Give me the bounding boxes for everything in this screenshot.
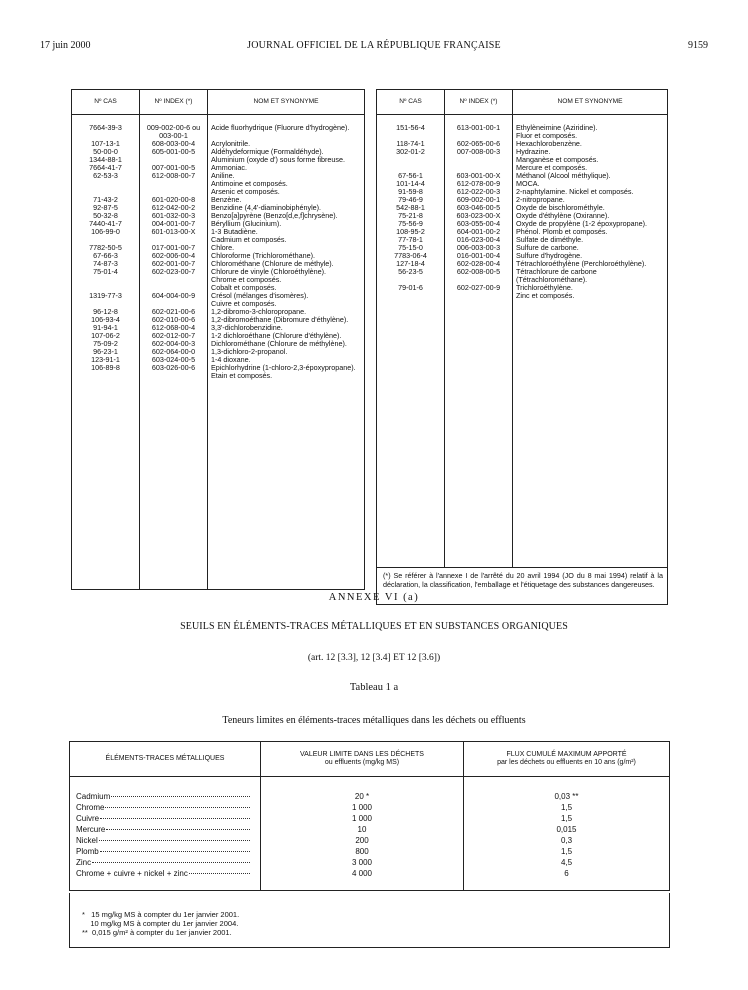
- cas-number: [72, 372, 140, 380]
- column-header-name: NOM ET SYNONYME: [513, 90, 668, 115]
- column-header-element: [70, 742, 261, 777]
- flux-value: 0,3: [560, 836, 573, 845]
- flux-value: 0,015: [556, 825, 577, 834]
- footnote-line: ** 0,015 g/m² à compter du 1er janvier 2001.: [82, 927, 232, 937]
- index-number: 612-022-00-3: [445, 188, 513, 196]
- cas-number: 67-66-3: [72, 252, 140, 260]
- column-header-limit-line2: ou effluents (mg/kg MS): [324, 759, 400, 766]
- element-cell: [70, 777, 261, 803]
- index-number: 602-065-00-6: [445, 140, 513, 148]
- column-header-flux-line2: par les déchets ou effluents en 10 ans (g/m²): [497, 759, 636, 766]
- substance-name: Chrome et composés.: [211, 275, 282, 284]
- index-number: 016-001-00-4: [445, 252, 513, 260]
- index-number: 602-004-00-3: [140, 340, 208, 348]
- column-header-flux-line1: FLUX CUMULÉ MAXIMUM APPORTÉ: [506, 751, 627, 758]
- substance-name: 1,2-dibromo-3-chloropropane.: [211, 307, 307, 316]
- cas-number: 106-99-0: [72, 228, 140, 236]
- annex-articles: (art. 12 [3.3], 12 [3.4] ET 12 [3.6]): [307, 653, 441, 663]
- cas-number: 91-59-8: [377, 188, 445, 196]
- index-number: 602-010-00-6: [140, 316, 208, 324]
- element-name: Chrome: [76, 803, 105, 812]
- cas-number: 75-56-9: [377, 220, 445, 228]
- index-number: 612-008-00-7: [140, 172, 208, 180]
- substance-name: Fluor et composés.: [516, 131, 578, 140]
- table-row: [70, 846, 670, 857]
- substance-name: Oxyde de bischlorométhyle.: [516, 203, 605, 212]
- index-number: [445, 156, 513, 164]
- cas-number: 75-09-2: [72, 340, 140, 348]
- index-number: 608-003-00-4: [140, 140, 208, 148]
- header-date: 17 juin 2000: [40, 40, 91, 51]
- journal-title: JOURNAL OFFICIEL DE LA RÉPUBLIQUE FRANÇAISE: [247, 40, 501, 51]
- index-number: 009-002-00-6 ou 003-00-1: [140, 115, 208, 141]
- index-number: 007-008-00-3: [445, 148, 513, 156]
- column-header-index: Nº INDEX (*): [140, 90, 208, 115]
- index-number: 016-023-00-4: [445, 236, 513, 244]
- substance-name: Acide fluorhydrique (Fluorure d'hydrogène).: [211, 123, 350, 132]
- index-number: 007-001-00-5: [140, 164, 208, 172]
- index-number: 612-068-00-4: [140, 324, 208, 332]
- element-cell: [70, 857, 261, 868]
- cas-number: 107-13-1: [72, 140, 140, 148]
- substance-name: Aniline.: [211, 171, 235, 180]
- substance-name: Chlore.: [211, 243, 235, 252]
- substance-name: Phénol. Plomb et composés.: [516, 227, 608, 236]
- index-number: 612-042-00-2: [140, 204, 208, 212]
- limit-value: 1 000: [261, 813, 464, 824]
- cas-number: 67-56-1: [377, 172, 445, 180]
- substance-name: Arsenic et composés.: [211, 187, 280, 196]
- cas-number: 302-01-2: [377, 148, 445, 156]
- index-number: 602-064-00-0: [140, 348, 208, 356]
- index-number: 603-055-00-4: [445, 220, 513, 228]
- limit-value: 20 *: [261, 777, 464, 803]
- index-number: 602-001-00-7: [140, 260, 208, 268]
- substance-name: Hydrazine.: [516, 147, 551, 156]
- cas-number: 7783-06-4: [377, 252, 445, 260]
- cas-number: 108-95-2: [377, 228, 445, 236]
- annex-title: ANNEXE VI (a): [328, 592, 420, 603]
- index-footnote: (*) Se référer à l'annexe I de l'arrêté du 20 avril 1994 (JO du 8 mai 1994) relatif à la déclaration, la classification, l'emballage et l'étiquetage des substances dangereuses.: [376, 568, 668, 605]
- substance-name: Oxyde d'éthylène (Oxiranne).: [516, 211, 610, 220]
- index-number: [445, 292, 513, 300]
- substance-name: 1,3-dichloro-2-propanol.: [211, 347, 288, 356]
- index-number: 602-028-00-4: [445, 260, 513, 268]
- table-row: [70, 813, 670, 824]
- index-number: 006-003-00-3: [445, 244, 513, 252]
- substances-table-left: [71, 89, 365, 590]
- index-number: 602-023-00-7: [140, 268, 208, 276]
- substance-name: Tétrachlorure de carbone (Tétrachlorométhane).: [516, 267, 597, 284]
- substance-name: Cobalt et composés.: [211, 283, 277, 292]
- substance-name: Sulfure d'hydrogène.: [516, 251, 583, 260]
- cas-number: 7782-50-5: [72, 244, 140, 252]
- empty-cell: [445, 300, 513, 568]
- cas-number: [377, 156, 445, 164]
- limit-value: 4 000: [261, 868, 464, 891]
- cas-number: 127-18-4: [377, 260, 445, 268]
- index-number: 604-001-00-2: [445, 228, 513, 236]
- element-leader: [76, 824, 254, 835]
- substance-name: Hexachlorobenzène.: [516, 139, 582, 148]
- index-number: 601-032-00-3: [140, 212, 208, 220]
- flux-value: 1,5: [560, 847, 573, 856]
- index-number: 017-001-00-7: [140, 244, 208, 252]
- dot-leader: [92, 862, 250, 863]
- substance-name: Manganèse et composés.: [516, 155, 599, 164]
- cas-number: 7440-41-7: [72, 220, 140, 228]
- column-header-name: NOM ET SYNONYME: [208, 90, 365, 115]
- element-name: Cuivre: [76, 814, 100, 823]
- table-label: Tableau 1 a: [349, 682, 399, 693]
- flux-value: 6: [564, 869, 569, 878]
- table-row: [377, 268, 668, 284]
- substance-name: 1,2-dibromoéthane (Dibromure d'éthylène).: [211, 315, 349, 324]
- substance-name: Acrylonitrile.: [211, 139, 251, 148]
- cas-number: 106-89-8: [72, 364, 140, 372]
- cas-number: 56-23-5: [377, 268, 445, 284]
- substance-name: 2-nitropropane.: [516, 195, 565, 204]
- substance-name: Méthanol (Alcool méthylique).: [516, 171, 611, 180]
- substance-name: Dichlorométhane (Chlorure de méthylène).: [211, 339, 347, 348]
- dot-leader: [100, 851, 250, 852]
- cas-number: [72, 276, 140, 284]
- element-leader: [76, 813, 254, 824]
- substance-name: 3,3'-dichlorobenzidine.: [211, 323, 283, 332]
- cas-number: 101-14-4: [377, 180, 445, 188]
- substance-name: Aldéhydeformique (Formaldéhyde).: [211, 147, 324, 156]
- substance-name: Benzène.: [211, 195, 242, 204]
- table-row: [377, 292, 668, 300]
- substance-name: 1-3 Butadiène.: [211, 227, 258, 236]
- page-number: 9159: [688, 40, 708, 51]
- dot-leader: [111, 796, 250, 797]
- table-filler: [377, 300, 668, 568]
- cas-number: 7664-39-3: [72, 115, 140, 141]
- table-row: [70, 777, 670, 803]
- index-number: 603-024-00-5: [140, 356, 208, 364]
- cas-number: 96-12-8: [72, 308, 140, 316]
- limits-footnotes: [69, 893, 670, 948]
- footnote-line: 10 mg/kg MS à compter du 1er janvier 2004.: [82, 918, 239, 928]
- substance-name: Ethylèneimine (Aziridine).: [516, 123, 598, 132]
- cas-number: 1319-77-3: [72, 292, 140, 300]
- element-cell: [70, 846, 261, 857]
- substance-name: Sulfate de diméthyle.: [516, 235, 584, 244]
- element-name: Mercure: [76, 825, 106, 834]
- flux-value: 0,03 **: [554, 792, 579, 801]
- dot-leader: [100, 818, 250, 819]
- element-name: Nickel: [76, 836, 98, 845]
- substance-name: Cuivre et composés.: [211, 299, 277, 308]
- element-name: Zinc: [76, 858, 92, 867]
- index-number: 601-013-00-X: [140, 228, 208, 236]
- table-row: [70, 857, 670, 868]
- empty-cell: [513, 300, 668, 568]
- substance-name: Benzo[a]pyrène (Benzo[d,e,f]chrysène).: [211, 211, 338, 220]
- limit-value: 3 000: [261, 857, 464, 868]
- dot-leader: [99, 840, 250, 841]
- substance-name: Epichlorhydrine (1-chloro-2,3-époxypropane).: [211, 363, 356, 372]
- cas-number: 92-87-5: [72, 204, 140, 212]
- cas-number: 151-56-4: [377, 115, 445, 133]
- empty-cell: [377, 300, 445, 568]
- index-number: 603-023-00-X: [445, 212, 513, 220]
- limit-value: 1 000: [261, 802, 464, 813]
- index-number: 603-026-00-6: [140, 364, 208, 372]
- substance-name: Antimoine et composés.: [211, 179, 288, 188]
- index-number: 602-021-00-6: [140, 308, 208, 316]
- empty-cell: [140, 380, 208, 590]
- dot-leader: [189, 873, 250, 874]
- index-number: 613-001-00-1: [445, 115, 513, 133]
- cas-number: 74-87-3: [72, 260, 140, 268]
- element-name: Plomb: [76, 847, 99, 856]
- substance-name: Tétrachloroéthylène (Perchloroéthylène).: [516, 259, 647, 268]
- index-number: 604-004-00-9: [140, 292, 208, 300]
- substance-name: Crésol (mélanges d'isomères).: [211, 291, 309, 300]
- empty-cell: [208, 380, 365, 590]
- column-header-cas: Nº CAS: [377, 90, 445, 115]
- cas-number: 7664-41-7: [72, 164, 140, 172]
- substance-name: Chlorométhane (Chlorure de méthyle).: [211, 259, 334, 268]
- cas-number: 62-53-3: [72, 172, 140, 180]
- element-cell: [70, 802, 261, 813]
- flux-value: 1,5: [560, 814, 573, 823]
- element-leader: [76, 791, 254, 802]
- column-header-cas: Nº CAS: [72, 90, 140, 115]
- element-leader: [76, 868, 254, 879]
- substances-table-right: [376, 89, 668, 568]
- cas-number: 123-91-1: [72, 356, 140, 364]
- limit-value: 200: [261, 835, 464, 846]
- index-number: 609-002-00-1: [445, 196, 513, 204]
- limits-table: [69, 741, 670, 891]
- footnote-line: * 15 mg/kg MS à compter du 1er janvier 2001.: [82, 910, 240, 919]
- table-filler: [72, 380, 365, 590]
- cas-number: 96-23-1: [72, 348, 140, 356]
- cas-number: 107-06-2: [72, 332, 140, 340]
- column-header-limit-line1: VALEUR LIMITE DANS LES DÉCHETS: [300, 751, 424, 758]
- table-row: [70, 824, 670, 835]
- annex-subtitle: SEUILS EN ÉLÉMENTS-TRACES MÉTALLIQUES ET EN SUBSTANCES ORGANIQUES: [180, 621, 568, 632]
- index-number: 601-020-00-8: [140, 196, 208, 204]
- element-leader: [76, 835, 254, 846]
- cas-number: 118-74-1: [377, 140, 445, 148]
- substances-right-body: [377, 115, 668, 568]
- column-header-index: Nº INDEX (*): [445, 90, 513, 115]
- limit-value: 10: [261, 824, 464, 835]
- element-leader: [76, 846, 254, 857]
- substance-name: Chlorure de vinyle (Chloroéthylène).: [211, 267, 327, 276]
- table-row: [72, 115, 365, 141]
- table-row: [70, 802, 670, 813]
- table-row: [70, 835, 670, 846]
- substance-name: MOCA.: [516, 179, 540, 188]
- index-number: 602-027-00-9: [445, 284, 513, 292]
- index-number: 602-012-00-7: [140, 332, 208, 340]
- table-row: [70, 868, 670, 891]
- substance-name: Sulfure de carbone.: [516, 243, 579, 252]
- index-number: 612-078-00-9: [445, 180, 513, 188]
- table-row: [377, 115, 668, 133]
- index-number: 605-001-00-5: [140, 148, 208, 156]
- substance-name: Cadmium et composés.: [211, 235, 287, 244]
- flux-value: 1,5: [560, 803, 573, 812]
- element-cell: [70, 824, 261, 835]
- cas-number: 77-78-1: [377, 236, 445, 244]
- element-name: Chrome + cuivre + nickel + zinc: [76, 869, 188, 878]
- cas-number: 75-01-4: [72, 268, 140, 276]
- column-header-element-text: ÉLÉMENTS-TRACES MÉTALLIQUES: [105, 755, 225, 762]
- element-cell: [70, 868, 261, 891]
- substance-name: Ammoniac.: [211, 163, 247, 172]
- column-header-limit: [261, 742, 464, 777]
- cas-number: 79-46-9: [377, 196, 445, 204]
- element-leader: [76, 857, 254, 868]
- cas-number: 91-94-1: [72, 324, 140, 332]
- empty-cell: [72, 380, 140, 590]
- substance-name: 2-naphtylamine. Nickel et composés.: [516, 187, 634, 196]
- element-leader: [76, 802, 254, 813]
- limit-value: 800: [261, 846, 464, 857]
- table-caption: Teneurs limites en éléments-traces métalliques dans les déchets ou effluents: [222, 715, 526, 726]
- cas-number: 50-00-0: [72, 148, 140, 156]
- substance-name: 1-4 dioxane.: [211, 355, 251, 364]
- substance-name: Trichloroéthylène.: [516, 283, 573, 292]
- column-header-flux: [464, 742, 670, 777]
- index-number: 602-008-00-5: [445, 268, 513, 284]
- cas-number: 75-21-8: [377, 212, 445, 220]
- substance-name: Zinc et composés.: [516, 291, 575, 300]
- index-number: [140, 276, 208, 284]
- cas-number: 542-88-1: [377, 204, 445, 212]
- index-number: [140, 372, 208, 380]
- index-number: 004-001-00-7: [140, 220, 208, 228]
- substances-left-body: [72, 115, 365, 590]
- element-cell: [70, 835, 261, 846]
- index-number: 603-046-00-5: [445, 204, 513, 212]
- cas-number: 1344-88-1: [72, 156, 140, 164]
- cas-number: 75-15-0: [377, 244, 445, 252]
- cas-number: 106-93-4: [72, 316, 140, 324]
- cas-number: 71-43-2: [72, 196, 140, 204]
- substance-name: Benzidine (4,4'-diaminobiphényle).: [211, 203, 322, 212]
- cas-number: [377, 292, 445, 300]
- substance-name: Etain et composés.: [211, 371, 273, 380]
- element-name: Cadmium: [76, 792, 111, 801]
- index-number: 602-006-00-4: [140, 252, 208, 260]
- cas-number: 79-01-6: [377, 284, 445, 292]
- dot-leader: [105, 807, 250, 808]
- index-number: 603-001-00-X: [445, 172, 513, 180]
- substance-name: Chloroforme (Trichlorométhane).: [211, 251, 315, 260]
- substance-name: Oxyde de propylène (1-2 époxypropane).: [516, 219, 648, 228]
- element-cell: [70, 813, 261, 824]
- substance-name: Mercure et composés.: [516, 163, 588, 172]
- table-row: [72, 372, 365, 380]
- index-number: [140, 180, 208, 188]
- substance-name: Aluminium (oxyde d') sous forme fibreuse.: [211, 155, 345, 164]
- substance-name: Béryllium (Glucinium).: [211, 219, 282, 228]
- cas-number: [72, 180, 140, 188]
- limits-body: [70, 777, 670, 891]
- cas-number: 50-32-8: [72, 212, 140, 220]
- substance-name: 1-2 dichloroéthane (Chlorure d'éthylène).: [211, 331, 342, 340]
- flux-value: 4,5: [560, 858, 573, 867]
- dot-leader: [106, 829, 250, 830]
